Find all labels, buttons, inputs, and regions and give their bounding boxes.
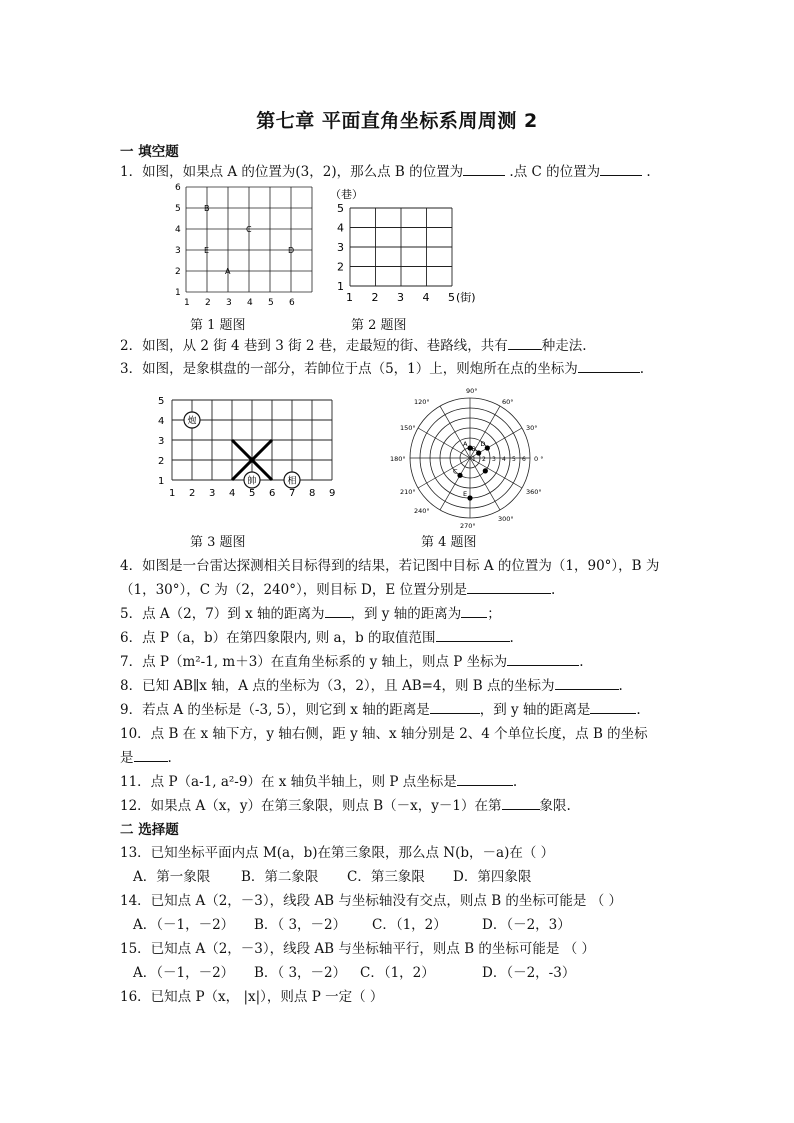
caption-fig2: 第 2 题图	[351, 318, 407, 333]
q14-option-d[interactable]: D．（－2，3）	[482, 917, 571, 933]
q5-text-b: ，到 y 轴的距离为	[350, 606, 462, 622]
fig2-y-unit: （巷）	[330, 188, 363, 201]
fig4-target-dot	[485, 445, 490, 450]
fig3-x-tick: 8	[309, 488, 316, 499]
question-1	[120, 160, 651, 180]
question-5	[120, 602, 501, 622]
figure-1-grid	[168, 183, 308, 308]
fig4-angle-label: 90°	[466, 387, 478, 395]
q9-text-a: 9．若点 A 的坐标是（-3, 5），则它到 x 轴的距离是	[120, 702, 430, 718]
fig4-angle-label: 30°	[526, 424, 538, 432]
fig4-target-C: C	[453, 467, 458, 476]
q15-option-c[interactable]: C．（1，2）	[360, 965, 435, 981]
question-13-options	[133, 865, 531, 885]
fig3-y-tick: 2	[158, 456, 165, 467]
q12-text-a: 12．如果点 A（x，y）在第三象限，则点 B（－x，y－1）在第	[120, 798, 502, 814]
fig1-x-tick: 6	[289, 298, 295, 308]
q9-blank-2[interactable]	[590, 701, 636, 714]
q3-text-b: .	[639, 361, 645, 377]
fig2-y-tick: 2	[337, 260, 344, 274]
fig1-x-tick: 2	[205, 298, 211, 308]
fig2-x-tick: 4	[422, 291, 430, 304]
fig4-ring-label: 6	[522, 456, 526, 463]
fig4-ring-label: 2	[482, 456, 486, 463]
fig1-x-tick: 3	[226, 298, 232, 308]
question-13: 13．已知坐标平面内点 M(a，b)在第三象限，那么点 N(b，－a)在（ ）	[120, 845, 555, 861]
q8-blank[interactable]	[555, 677, 619, 690]
question-9	[120, 698, 641, 718]
question-10-line2	[120, 746, 172, 766]
caption-fig3: 第 3 题图	[190, 535, 246, 550]
fig1-point-E: E	[204, 246, 210, 255]
question-3	[120, 357, 644, 377]
fig2-x-unit: (街)	[456, 291, 476, 304]
q12-text-b: 象限.	[539, 798, 571, 814]
fig3-y-tick: 3	[158, 436, 165, 447]
fig3-x-tick: 3	[209, 488, 216, 499]
fig3-x-tick: 6	[269, 488, 276, 499]
question-6	[120, 626, 514, 646]
q3-blank[interactable]	[578, 360, 640, 373]
fig3-piece-相: 相	[287, 476, 297, 487]
fig2-y-tick: 5	[337, 202, 344, 215]
fig4-angle-label: 210°	[400, 488, 416, 496]
q11-blank[interactable]	[457, 773, 513, 786]
q15-option-a[interactable]: A．（－1，－2）	[133, 965, 235, 981]
q1-text-b: .点 C 的位置为	[505, 164, 601, 180]
fig2-x-tick: 2	[371, 291, 379, 304]
fig3-y-tick: 5	[158, 396, 165, 407]
q5-text-a: 5．点 A（2，7）到 x 轴的距离为	[120, 606, 325, 622]
fig1-point-A: A	[225, 267, 231, 276]
fig4-angle-label: 0 °	[534, 455, 544, 463]
fig4-target-dot	[476, 450, 481, 455]
question-14: 14．已知点 A（2，－3），线段 AB 与坐标轴没有交点，则点 B 的坐标可能是 （ ）	[120, 893, 622, 909]
q15-option-b[interactable]: B．（ 3，－2）	[254, 965, 347, 981]
fig2-x-tick: 3	[397, 291, 404, 304]
q4-text-a: （1，30°），C 为（2，240°），则目标 D，E 位置分别是	[120, 582, 468, 598]
fig2-x-tick: 1	[346, 291, 353, 304]
q14-option-b[interactable]: B．（ 3，－2）	[254, 917, 347, 933]
fig4-target-dot	[457, 473, 462, 478]
q2-text-a: 2．如图，从 2 街 4 巷到 3 街 2 巷，走最短的街、巷路线，共有	[120, 338, 508, 354]
section-multiple-choice: 二 选择题	[120, 822, 179, 838]
fig1-y-tick: 2	[175, 267, 181, 277]
q4-blank[interactable]	[467, 581, 551, 594]
caption-fig1: 第 1 题图	[190, 318, 246, 333]
fig4-angle-label: 150°	[400, 424, 416, 432]
q13-option-c[interactable]: C．第三象限	[347, 869, 425, 885]
fig3-y-tick: 4	[158, 416, 165, 427]
fig1-y-tick: 5	[175, 204, 181, 214]
figure-2-grid	[326, 186, 486, 308]
caption-fig4: 第 4 题图	[421, 535, 477, 550]
q7-text-b: .	[579, 654, 584, 670]
question-2	[120, 334, 587, 354]
q5-blank-1[interactable]	[325, 605, 351, 618]
figure-3-chessboard	[150, 390, 345, 505]
fig4-angle-label: 240°	[414, 507, 430, 515]
q6-blank[interactable]	[436, 629, 510, 642]
q10-blank[interactable]	[134, 749, 168, 762]
fig1-y-tick: 3	[175, 246, 181, 256]
q9-text-b: ，到 y 轴的距离是	[479, 702, 591, 718]
q8-text-b: .	[618, 678, 623, 694]
fig4-target-D: D	[480, 440, 486, 448]
q10-text-b: .	[167, 750, 172, 766]
question-15-options	[133, 961, 575, 981]
fig4-ray	[470, 458, 500, 510]
fig4-ring-label: 4	[502, 456, 506, 463]
fig1-x-tick: 5	[268, 298, 274, 308]
q14-option-c[interactable]: C．（1，2）	[372, 917, 447, 933]
question-7	[120, 650, 583, 670]
q10-text-a: 是	[120, 750, 134, 766]
q1-text-c: .	[642, 164, 651, 180]
q9-text-c: .	[636, 702, 641, 718]
fig4-angle-label: 180°	[390, 455, 406, 463]
fig1-gridlines	[186, 187, 312, 292]
q2-blank[interactable]	[508, 337, 542, 350]
fig3-x-tick: 1	[169, 488, 176, 499]
q13-option-b[interactable]: B．第二象限	[241, 869, 319, 885]
question-11	[120, 770, 517, 790]
fig2-x-tick: 5	[448, 291, 455, 304]
fig3-x-tick: 7	[289, 488, 296, 499]
fig1-point-D: D	[288, 246, 295, 255]
question-15: 15．已知点 A（2，－3），线段 AB 与坐标轴平行，则点 B 的坐标可能是 （ ）	[120, 941, 595, 957]
q1-blank-c[interactable]	[600, 163, 642, 176]
q4-text-b: .	[551, 582, 556, 598]
fig4-target-dot	[467, 495, 472, 500]
q5-blank-2[interactable]	[461, 605, 487, 618]
fig1-x-tick: 1	[184, 298, 190, 308]
q14-option-a[interactable]: A．（－1，－2）	[133, 917, 235, 933]
fig4-angle-label: 300°	[498, 515, 514, 523]
fig3-piece-炮: 炮	[187, 416, 197, 427]
figure-4-radar	[376, 378, 556, 530]
fig4-ring-label: 5	[512, 456, 516, 463]
fig4-ray	[418, 458, 470, 488]
q12-blank[interactable]	[502, 797, 540, 810]
q13-option-d[interactable]: D．第四象限	[453, 869, 532, 885]
section-fill-blank: 一 填空题	[120, 144, 179, 160]
fig1-point-C: C	[246, 225, 252, 234]
fig1-point-B: B	[204, 204, 210, 213]
fig4-angle-label: 270°	[460, 522, 476, 530]
fig1-x-tick: 4	[247, 298, 253, 308]
fig4-target-A: A	[463, 440, 468, 448]
fig2-y-tick: 1	[337, 280, 344, 293]
fig4-angle-label: 360°	[526, 488, 542, 496]
q3-text-a: 3．如图，是象棋盘的一部分，若帥位于点（5，1）上，则炮所在点的坐标为	[120, 361, 578, 377]
fig2-y-tick: 4	[337, 221, 344, 235]
question-8	[120, 674, 623, 694]
fig4-ring-label: 3	[492, 456, 496, 463]
fig4-target-dot	[483, 468, 488, 473]
fig3-x-tick: 2	[189, 488, 196, 499]
q11-text-a: 11．点 P（a-1, a²-9）在 x 轴负半轴上，则 P 点坐标是	[120, 774, 457, 790]
q6-text-b: .	[509, 630, 514, 646]
fig4-target-E: E	[463, 490, 468, 498]
q1-blank-b[interactable]	[463, 163, 505, 176]
fig1-y-tick: 6	[175, 183, 181, 193]
q13-option-a[interactable]: A．第一象限	[133, 869, 211, 885]
question-4-line2	[120, 578, 555, 598]
q9-blank-1[interactable]	[430, 701, 480, 714]
question-14-options	[133, 913, 571, 933]
q6-text-a: 6．点 P（a，b）在第四象限内, 则 a，b 的取值范围	[120, 630, 436, 646]
fig4-ray	[440, 406, 470, 458]
fig1-y-tick: 1	[175, 288, 181, 298]
fig3-x-tick: 5	[249, 488, 256, 499]
question-4-line1: 4．如图是一台雷达探测相关目标得到的结果，若记图中目标 A 的位置为（1，90°），B 为	[120, 558, 660, 574]
q11-text-b: .	[512, 774, 518, 790]
q15-option-d[interactable]: D．（－2，-3）	[482, 965, 576, 981]
q1-text-a: 1．如图，如果点 A 的位置为(3，2)，那么点 B 的位置为	[120, 164, 464, 180]
question-16: 16．已知点 P（x， |x|），则点 P 一定（ ）	[120, 989, 384, 1005]
q7-blank[interactable]	[507, 653, 579, 666]
fig4-angle-label: 120°	[414, 398, 430, 406]
question-10-line1: 10．点 B 在 x 轴下方，y 轴右侧，距 y 轴、x 轴分别是 2、4 个单位长度，点 B 的坐标	[120, 726, 648, 742]
fig4-ring-label: 1	[472, 456, 476, 463]
fig3-x-tick: 4	[229, 488, 236, 499]
fig4-target-B: B	[471, 445, 477, 453]
fig3-piece-帥: 帥	[247, 476, 257, 487]
fig3-y-tick: 1	[158, 476, 165, 487]
q8-text-a: 8．已知 AB∥x 轴，A 点的坐标为（3，2），且 AB=4，则 B 点的坐标为	[120, 678, 555, 694]
fig3-x-tick: 9	[329, 488, 336, 499]
fig2-y-tick: 3	[337, 241, 344, 254]
q5-text-c: ；	[487, 606, 501, 622]
q2-text-b: 种走法.	[541, 338, 587, 354]
fig4-angle-label: 60°	[502, 398, 514, 406]
question-12	[120, 794, 571, 814]
fig4-ray	[440, 458, 470, 510]
page-title: 第七章 平面直角坐标系周周测 2	[256, 110, 538, 132]
fig1-y-tick: 4	[175, 225, 181, 235]
q7-text-a: 7．点 P（m²-1, m＋3）在直角坐标系的 y 轴上，则点 P 坐标为	[120, 654, 508, 670]
